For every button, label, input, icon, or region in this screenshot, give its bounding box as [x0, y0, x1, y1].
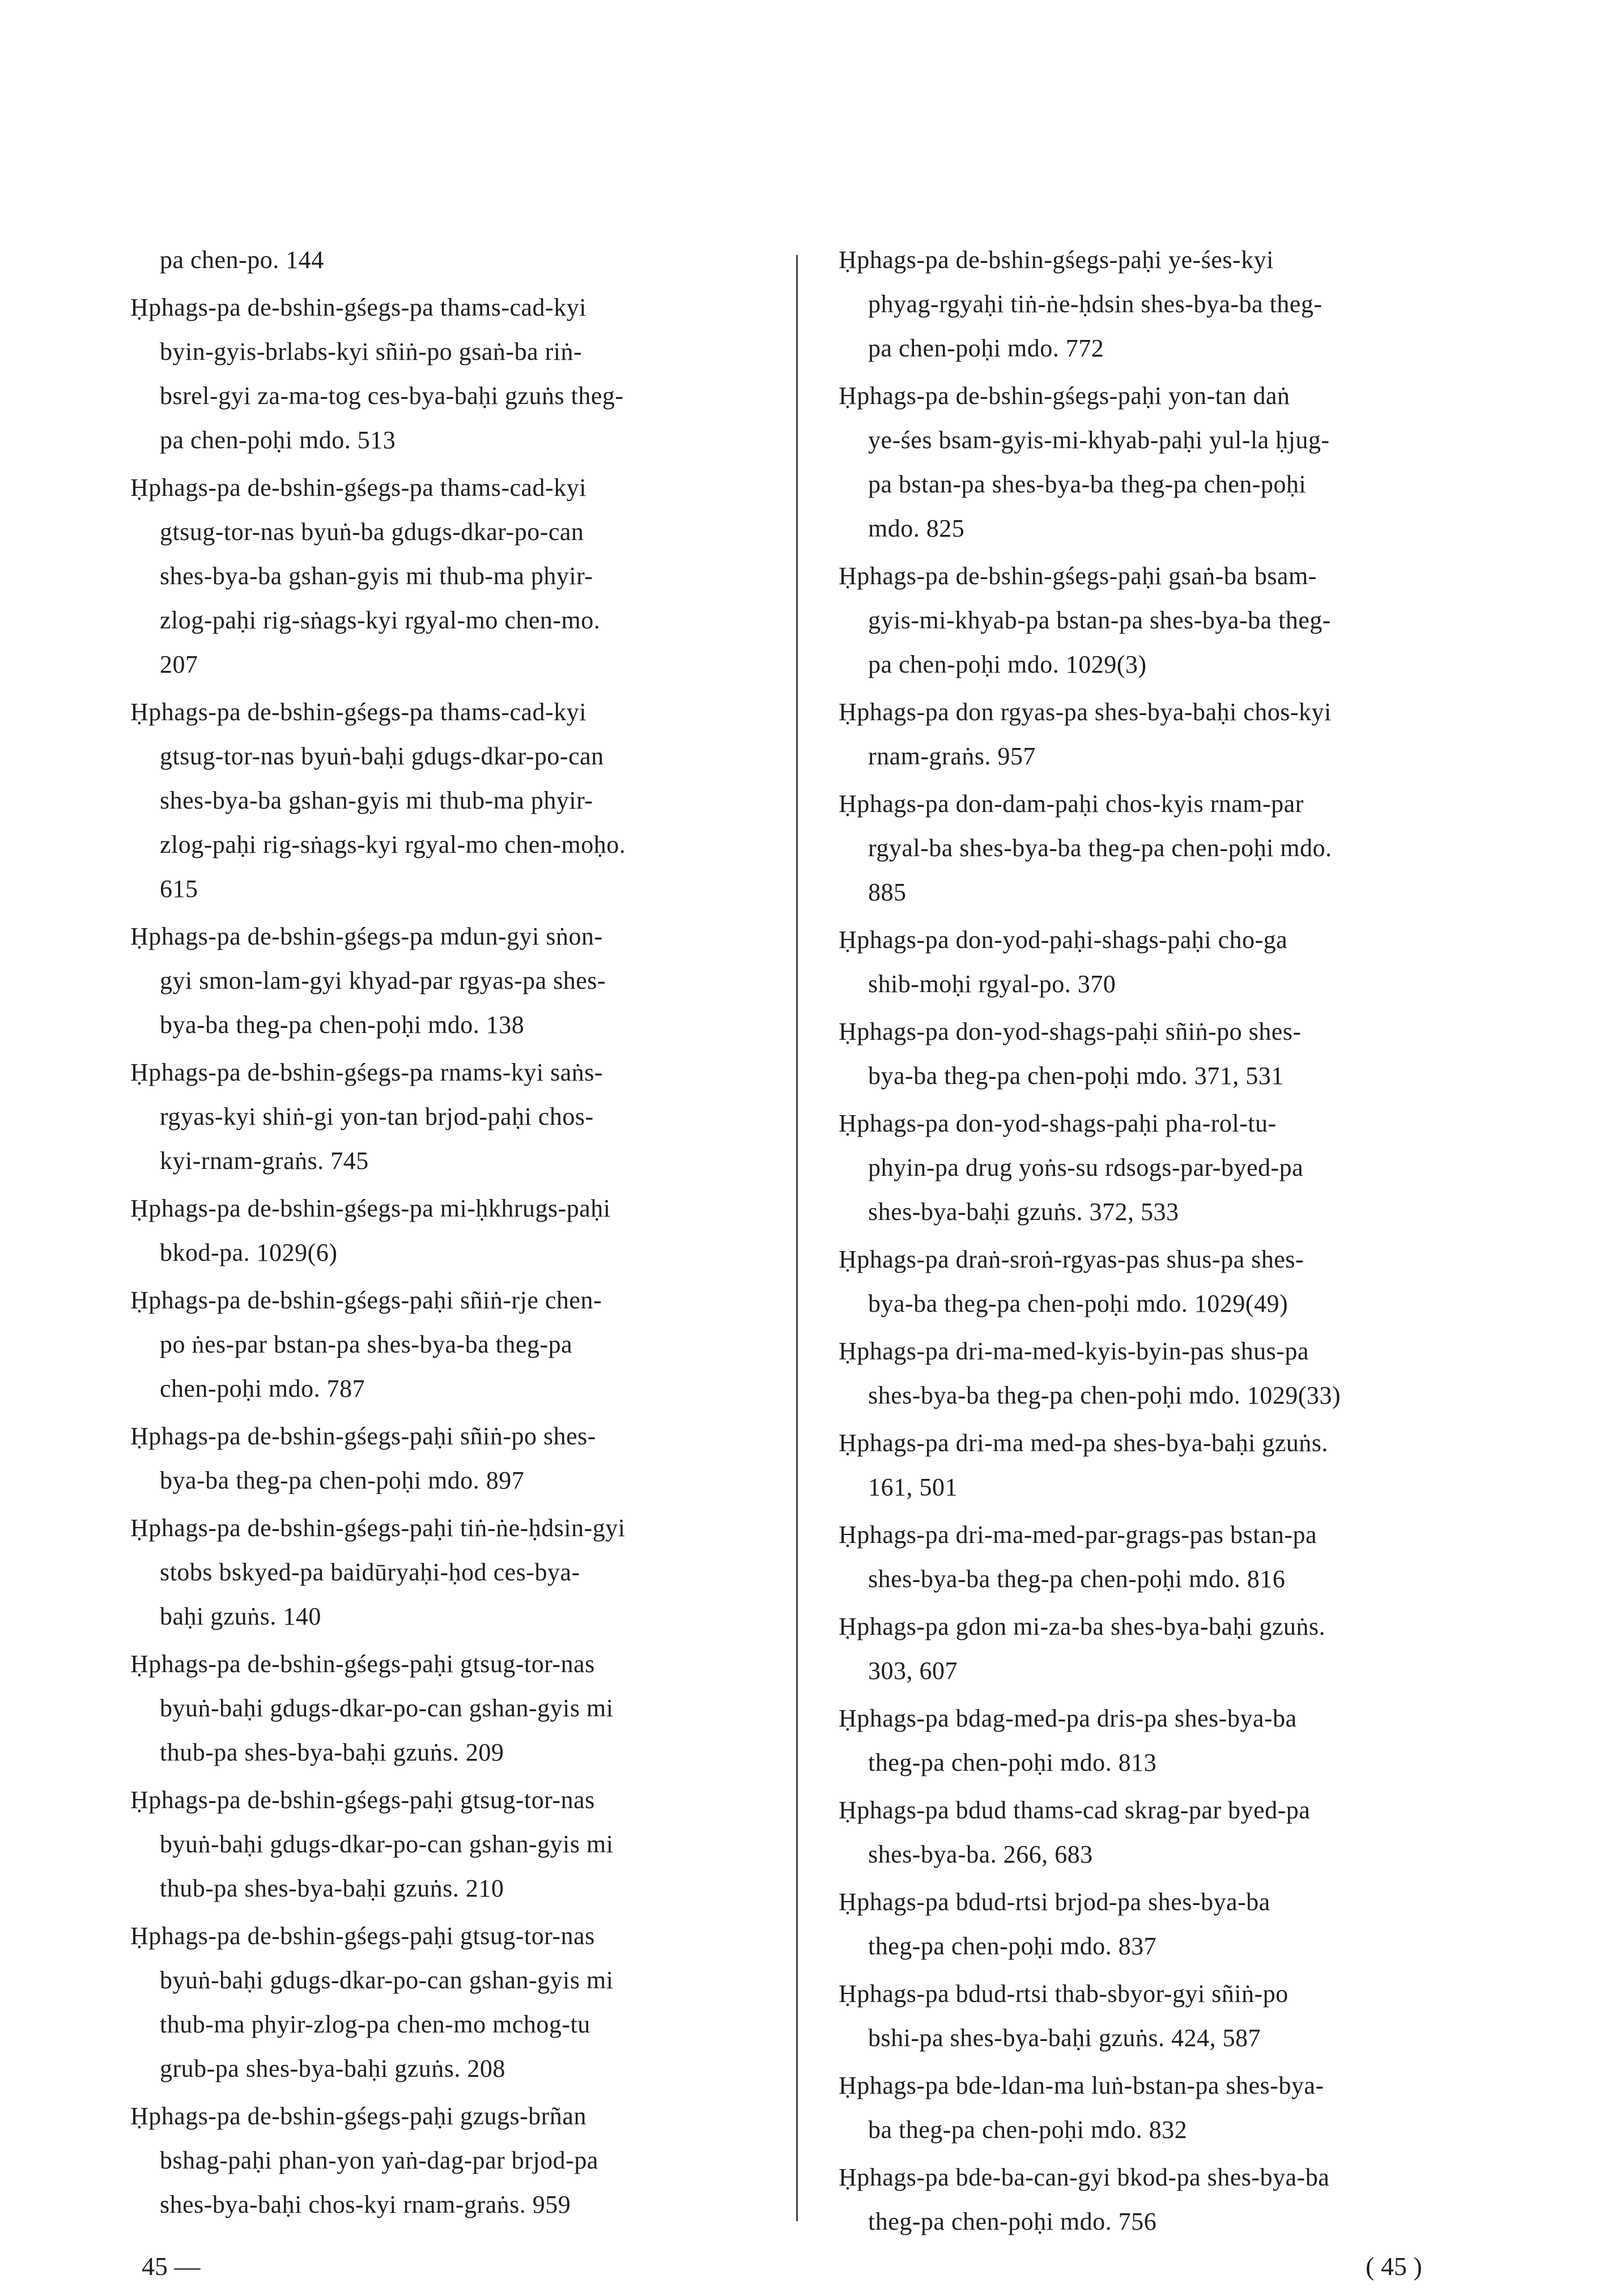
entry-title-line: Ḥphags-pa dri-ma-med-kyis-byin-pas shus-pa — [839, 1337, 1309, 1365]
entry-title-line: Ḥphags-pa de-bshin-gśegs-paḥi tiṅ-ṅe-ḥdsin-gyi — [130, 1514, 626, 1542]
index-entry — [839, 1513, 1473, 1601]
index-entry — [839, 918, 1473, 1006]
entry-continuation-line: pa chen-poḥi mdo. 772 — [868, 334, 1104, 362]
entry-continuation-line: bya-ba theg-pa chen-poḥi mdo. 1029(49) — [868, 1290, 1289, 1317]
left-column — [130, 238, 765, 2230]
index-entry — [839, 1605, 1473, 1693]
entry-continuation-line: phyin-pa drug yoṅs-su rdsogs-par-byed-pa — [868, 1154, 1304, 1181]
entry-title-line: pa chen-po. 144 — [160, 246, 324, 274]
index-entry — [130, 238, 765, 282]
index-entry — [839, 238, 1473, 371]
index-entry — [839, 1972, 1473, 2060]
entry-title-line: Ḥphags-pa bdag-med-pa dris-pa shes-bya-ba — [839, 1704, 1297, 1732]
index-entry — [839, 2155, 1473, 2244]
index-entry — [839, 1329, 1473, 1418]
entry-title-line: Ḥphags-pa draṅ-sroṅ-rgyas-pas shus-pa shes- — [839, 1245, 1304, 1273]
index-entry — [130, 915, 765, 1047]
entry-continuation-line: shes-bya-baḥi gzuṅs. 372, 533 — [868, 1198, 1179, 1226]
entry-continuation-line: rgyal-ba shes-bya-ba theg-pa chen-poḥi mdo. — [868, 834, 1332, 862]
entry-title-line: Ḥphags-pa bdud-rtsi thab-sbyor-gyi sñiṅ-po — [839, 1980, 1289, 2008]
entry-continuation-line: byuṅ-baḥi gdugs-dkar-po-can gshan-gyis mi — [160, 1830, 614, 1858]
entry-title-line: Ḥphags-pa de-bshin-gśegs-pa thams-cad-kyi — [130, 698, 586, 726]
entry-continuation-line: 161, 501 — [868, 1473, 958, 1501]
index-entry — [130, 690, 765, 911]
entry-title-line: Ḥphags-pa bdud-rtsi brjod-pa shes-bya-ba — [839, 1888, 1270, 1916]
entry-title-line: Ḥphags-pa bde-ba-can-gyi bkod-pa shes-bya-ba — [839, 2163, 1330, 2191]
entry-title-line: Ḥphags-pa de-bshin-gśegs-pa mi-ḥkhrugs-paḥi — [130, 1194, 611, 1222]
right-column — [839, 238, 1473, 2247]
index-entry — [839, 1238, 1473, 1326]
entry-title-line: Ḥphags-pa de-bshin-gśegs-pa thams-cad-kyi — [130, 474, 586, 501]
index-entry — [839, 690, 1473, 779]
entry-title-line: Ḥphags-pa de-bshin-gśegs-pa rnams-kyi saṅs- — [130, 1058, 603, 1086]
entry-continuation-line: theg-pa chen-poḥi mdo. 756 — [868, 2208, 1157, 2235]
entry-continuation-line: bya-ba theg-pa chen-poḥi mdo. 138 — [160, 1011, 525, 1039]
entry-continuation-line: mdo. 825 — [868, 515, 965, 542]
entry-continuation-line: zlog-paḥi rig-sṅags-kyi rgyal-mo chen-mo. — [160, 606, 601, 634]
entry-continuation-line: grub-pa shes-bya-baḥi gzuṅs. 208 — [160, 2055, 505, 2082]
entry-continuation-line: phyag-rgyaḥi tiṅ-ṅe-ḥdsin shes-bya-ba theg- — [868, 290, 1323, 318]
entry-continuation-line: gtsug-tor-nas byuṅ-ba gdugs-dkar-po-can — [160, 518, 584, 546]
entry-title-line: Ḥphags-pa don-yod-paḥi-shags-paḥi cho-ga — [839, 926, 1288, 954]
entry-title-line: Ḥphags-pa de-bshin-gśegs-paḥi gtsug-tor-nas — [130, 1922, 595, 1950]
entry-continuation-line: byin-gyis-brlabs-kyi sñiṅ-po gsaṅ-ba riṅ- — [160, 338, 583, 365]
entry-continuation-line: pa chen-poḥi mdo. 513 — [160, 426, 396, 454]
entry-continuation-line: bshi-pa shes-bya-baḥi gzuṅs. 424, 587 — [868, 2024, 1261, 2052]
entry-continuation-line: shes-bya-baḥi chos-kyi rnam-graṅs. 959 — [160, 2191, 571, 2218]
index-entry — [130, 2094, 765, 2227]
entry-continuation-line: bya-ba theg-pa chen-poḥi mdo. 371, 531 — [868, 1062, 1284, 1090]
entry-continuation-line: thub-ma phyir-zlog-pa chen-mo mchog-tu — [160, 2010, 590, 2038]
entry-title-line: Ḥphags-pa de-bshin-gśegs-pa thams-cad-kyi — [130, 294, 586, 321]
entry-continuation-line: gyi smon-lam-gyi khyad-par rgyas-pa shes- — [160, 967, 606, 994]
entry-title-line: Ḥphags-pa de-bshin-gśegs-paḥi sñiṅ-po shes- — [130, 1422, 596, 1450]
entry-continuation-line: baḥi gzuṅs. 140 — [160, 1602, 321, 1630]
entry-continuation-line: shes-bya-ba gshan-gyis mi thub-ma phyir- — [160, 786, 593, 814]
entry-title-line: Ḥphags-pa don-dam-paḥi chos-kyis rnam-par — [839, 790, 1304, 818]
entry-continuation-line: kyi-rnam-graṅs. 745 — [160, 1147, 369, 1175]
entry-continuation-line: bya-ba theg-pa chen-poḥi mdo. 897 — [160, 1466, 525, 1494]
entry-continuation-line: gyis-mi-khyab-pa bstan-pa shes-bya-ba theg- — [868, 606, 1331, 634]
entry-title-line: Ḥphags-pa don rgyas-pa shes-bya-baḥi chos-kyi — [839, 698, 1332, 726]
index-entry — [839, 782, 1473, 915]
entry-continuation-line: 207 — [160, 650, 198, 678]
index-entry — [839, 1010, 1473, 1098]
entry-title-line: Ḥphags-pa dri-ma med-pa shes-bya-baḥi gzuṅs. — [839, 1429, 1328, 1457]
index-entry — [839, 2064, 1473, 2152]
entry-continuation-line: pa chen-poḥi mdo. 1029(3) — [868, 650, 1147, 678]
entry-title-line: Ḥphags-pa dri-ma-med-par-grags-pas bstan-pa — [839, 1521, 1317, 1549]
index-entry — [839, 554, 1473, 687]
entry-title-line: Ḥphags-pa de-bshin-gśegs-paḥi sñiṅ-rje chen- — [130, 1286, 602, 1314]
index-entry — [130, 1278, 765, 1411]
entry-title-line: Ḥphags-pa de-bshin-gśegs-paḥi yon-tan daṅ — [839, 382, 1290, 410]
entry-title-line: Ḥphags-pa bde-ldan-ma luṅ-bstan-pa shes-bya- — [839, 2072, 1324, 2099]
entry-continuation-line: ye-śes bsam-gyis-mi-khyab-paḥi yul-la ḥjug- — [868, 426, 1330, 454]
entry-continuation-line: shes-bya-ba theg-pa chen-poḥi mdo. 816 — [868, 1565, 1286, 1593]
entry-continuation-line: 615 — [160, 875, 198, 903]
entry-continuation-line: bshag-paḥi phan-yon yaṅ-dag-par brjod-pa — [160, 2146, 598, 2174]
index-entry — [130, 1051, 765, 1183]
index-entry — [839, 1102, 1473, 1234]
entry-title-line: Ḥphags-pa de-bshin-gśegs-paḥi gtsug-tor-nas — [130, 1650, 595, 1678]
index-entry — [839, 1880, 1473, 1968]
entry-continuation-line: 303, 607 — [868, 1657, 958, 1685]
entry-continuation-line: chen-poḥi mdo. 787 — [160, 1375, 365, 1402]
entry-continuation-line: byuṅ-baḥi gdugs-dkar-po-can gshan-gyis mi — [160, 1966, 614, 1994]
entry-title-line: Ḥphags-pa de-bshin-gśegs-paḥi gzugs-brñan — [130, 2102, 586, 2130]
entry-continuation-line: rnam-graṅs. 957 — [868, 742, 1036, 770]
index-entry — [130, 1414, 765, 1503]
index-entry — [130, 1642, 765, 1775]
column-divider — [796, 255, 798, 2221]
index-entry — [130, 1778, 765, 1911]
index-entry — [130, 286, 765, 462]
entry-title-line: Ḥphags-pa de-bshin-gśegs-paḥi gsaṅ-ba bsam- — [839, 562, 1317, 590]
index-entry — [130, 466, 765, 687]
index-entry — [130, 1506, 765, 1639]
index-entry — [839, 374, 1473, 551]
page-number-left: 45 — — [142, 2252, 201, 2281]
entry-continuation-line: 885 — [868, 878, 907, 906]
entry-continuation-line: byuṅ-baḥi gdugs-dkar-po-can gshan-gyis mi — [160, 1694, 614, 1722]
entry-title-line: Ḥphags-pa de-bshin-gśegs-paḥi gtsug-tor-nas — [130, 1786, 595, 1814]
entry-continuation-line: shes-bya-ba. 266, 683 — [868, 1840, 1093, 1868]
page-number-right: ( 45 ) — [1366, 2252, 1422, 2281]
entry-continuation-line: gtsug-tor-nas byuṅ-baḥi gdugs-dkar-po-can — [160, 742, 604, 770]
entry-continuation-line: theg-pa chen-poḥi mdo. 837 — [868, 1932, 1157, 1960]
index-entry — [839, 1421, 1473, 1510]
entry-continuation-line: shib-moḥi rgyal-po. 370 — [868, 970, 1116, 998]
entry-continuation-line: shes-bya-ba theg-pa chen-poḥi mdo. 1029(33) — [868, 1381, 1341, 1409]
index-entry — [839, 1697, 1473, 1785]
entry-continuation-line: bkod-pa. 1029(6) — [160, 1239, 338, 1266]
index-entry — [839, 1788, 1473, 1877]
entry-title-line: Ḥphags-pa de-bshin-gśegs-pa mdun-gyi sṅon- — [130, 922, 603, 950]
entry-continuation-line: stobs bskyed-pa baidūryaḥi-ḥod ces-bya- — [160, 1558, 580, 1586]
entry-title-line: Ḥphags-pa gdon mi-za-ba shes-bya-baḥi gzuṅs. — [839, 1613, 1325, 1640]
entry-continuation-line: theg-pa chen-poḥi mdo. 813 — [868, 1749, 1157, 1776]
entry-title-line: Ḥphags-pa de-bshin-gśegs-paḥi ye-śes-kyi — [839, 246, 1274, 274]
entry-title-line: Ḥphags-pa don-yod-shags-paḥi sñiṅ-po shes- — [839, 1018, 1302, 1045]
index-entry — [130, 1187, 765, 1275]
entry-continuation-line: po ṅes-par bstan-pa shes-bya-ba theg-pa — [160, 1330, 573, 1358]
entry-continuation-line: rgyas-kyi shiṅ-gi yon-tan brjod-paḥi chos- — [160, 1103, 594, 1130]
entry-title-line: Ḥphags-pa don-yod-shags-paḥi pha-rol-tu- — [839, 1109, 1277, 1137]
index-entry — [130, 1914, 765, 2091]
entry-continuation-line: bsrel-gyi za-ma-tog ces-bya-baḥi gzuṅs theg- — [160, 382, 624, 410]
entry-continuation-line: thub-pa shes-bya-baḥi gzuṅs. 210 — [160, 1874, 504, 1902]
entry-continuation-line: shes-bya-ba gshan-gyis mi thub-ma phyir- — [160, 562, 593, 590]
entry-title-line: Ḥphags-pa bdud thams-cad skrag-par byed-pa — [839, 1796, 1311, 1824]
entry-continuation-line: thub-pa shes-bya-baḥi gzuṅs. 209 — [160, 1738, 504, 1766]
entry-continuation-line: pa bstan-pa shes-bya-ba theg-pa chen-poḥi — [868, 470, 1307, 498]
entry-continuation-line: zlog-paḥi rig-sṅags-kyi rgyal-mo chen-moḥo. — [160, 831, 626, 858]
entry-continuation-line: ba theg-pa chen-poḥi mdo. 832 — [868, 2116, 1188, 2144]
